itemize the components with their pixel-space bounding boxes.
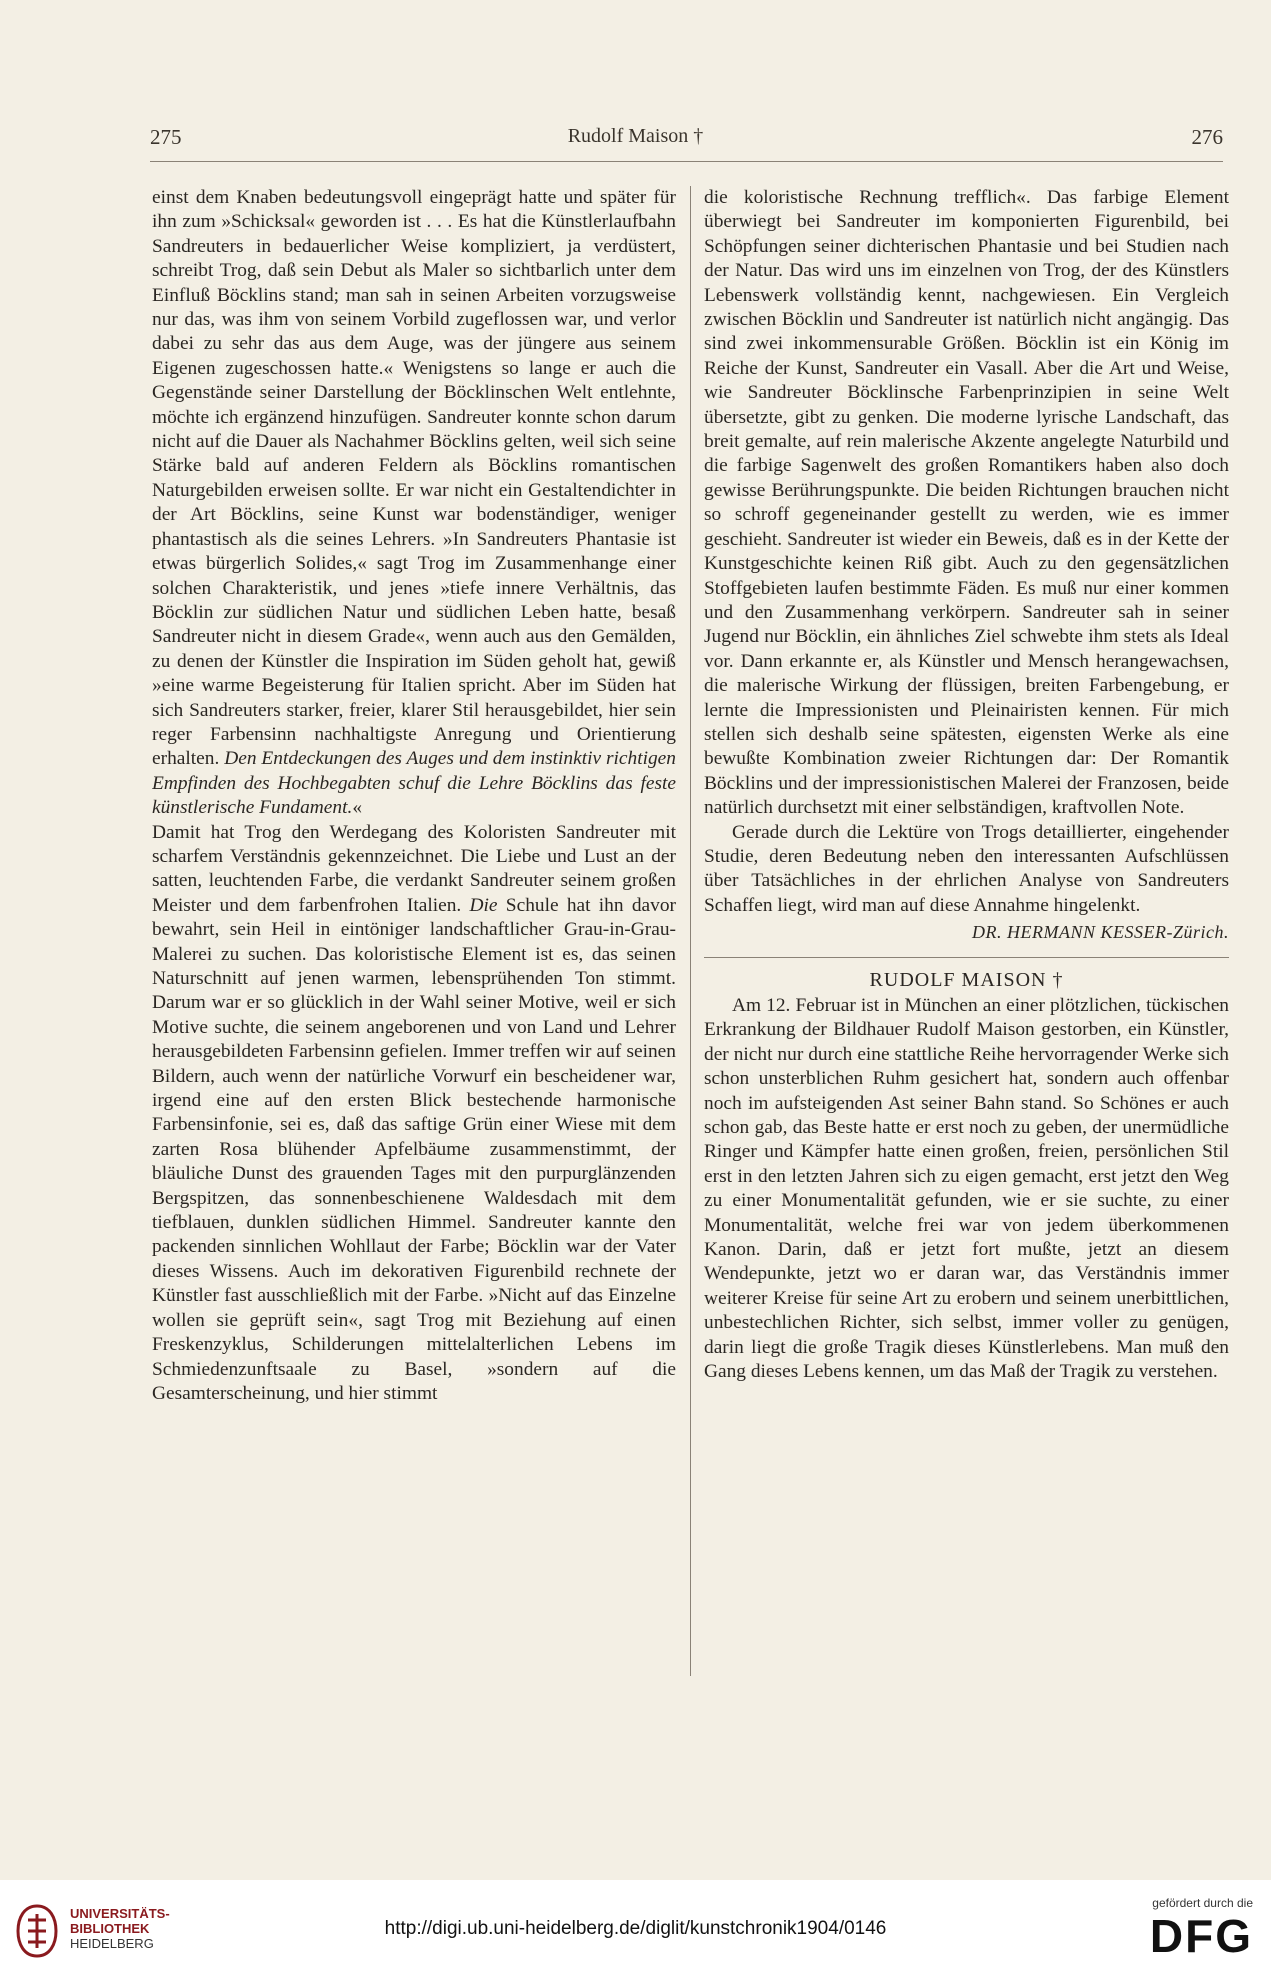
author-signature: DR. HERMANN KESSER-Zürich.	[972, 922, 1229, 943]
right-paragraph-2: Gerade durch die Lektüre von Trogs detaillierter, eingehender Studie, deren Bedeutung neben den interessanten Aufschlüssen über Tatsächliches in der ehrlichen Analyse von Sandreuters Schaffen liegt, wird man auf diese Annahme hingelenkt.	[704, 821, 1229, 916]
right-column	[704, 186, 1229, 1676]
page-number-left: 275	[150, 125, 182, 149]
right-paragraph-1: die koloristische Rechnung trefflich«. Das farbige Element überwiegt bei Sandreuter im komponierten Figurenbild, bei Schöpfungen seiner dichterischen Phantasie und bei Studien nach der Natur. Das wird uns im einzelnen von Trog, der des Künstlers Lebenswerk vollständig kennt, nachgewiesen. Ein Vergleich zwischen Böcklin und Sandreuter ist natürlich nicht angängig. Das sind zwei inkommensurable Größen. Böcklin ist ein König im Reiche der Kunst, Sandreuter ein Vasall. Aber die Art und Weise, wie Sandreuter Böcklinsche Farbenprinzipien in seine Welt übersetzte, gibt zu genken. Die moderne lyrische Landschaft, das breit gemalte, auf rein malerische Akzente angelegte Naturbild und die farbige Sagenwelt des großen Romantikers haben also doch gewisse Berührungspunkte. Die beiden Richtungen brauchen nicht so schroff gegeneinander gestellt zu werden, wie es immer geschieht. Sandreuter ist wieder ein Beweis, daß es in der Kette der Kunstgeschichte keinen Riß gibt. Auch zu den gegensätzlichen Stoffgebieten laufen bestimmte Fäden. Es muß nur einer kommen und den Zusammenhang verkörpern. Sandreuter sah in seiner Jugend nur Böcklin, ein ähnliches Ziel schwebte ihm stets als Ideal vor. Dann erkannte er, als Künstler und Mensch herangewachsen, die malerische Wirkung der flüssigen, breiten Farbengebung, er lernte die Impressionisten und Pleinairisten kennen. Für mich stellen sich deshalb seine spätesten, eigensten Werke als eine bewußte Kombination zweier Richtungen dar: Der Romantik Böcklins und der impressionistischen Malerei der Franzosen, beide natürlich durchsetzt mit einer selbständigen, kraftvollen Note.	[704, 187, 1229, 819]
section-title: RUDOLF MAISON †	[869, 968, 1064, 991]
source-url[interactable]: http://digi.ub.uni-heidelberg.de/diglit/kunstchronik1904/0146	[384, 1918, 887, 1939]
left-paragraph-2	[152, 821, 676, 1407]
left-italic-quote: Den Entdeckungen des Auges und dem instinktiv richtigen Empfinden des Hochbegabten schuf die Lehre Böcklins das feste künstlerische Fundament.	[152, 748, 676, 819]
left-column	[152, 186, 676, 1676]
left-quote-close: «	[352, 797, 363, 819]
running-title: Rudolf Maison †	[567, 125, 704, 147]
column-divider	[690, 186, 691, 1676]
left-text-1: einst dem Knaben bedeutungsvoll eingeprägt hatte und später für ihn zum »Schicksal« geworden ist . . . Es hat die Künstlerlaufbahn Sandreuters in bedauerlicher Weise kompliziert, ja verdüstert, schreibt Trog, daß sein Debut als Maler so sichtbarlich unter dem Einfluß Böcklins stand; man sah in seinen Arbeiten vorzugsweise nur das, was ihm von seinem Vorbild zugeflossen war, und verlor dabei zu sehr das aus dem Auge, was der jüngere aus seinem Eigenen zugeschossen hatte.« Wenigstens so lange er auch die Gegenstände seiner Darstellung der Böcklinschen Welt entlehnte, möchte ich ergänzend hinzufügen. Sandreuter konnte schon darum nicht auf die Dauer als Nachahmer Böcklins gelten, weil sich seine Stärke bald auf anderen Feldern als Böcklins romantischen Naturgebilden erweisen sollte. Er war nicht ein Gestaltendichter in der Art Böcklins, seine Kunst war bodenständiger, weniger phantastisch als die seines Lehrers. »In Sandreuters Phantasie ist etwas bürgerlich Solides,« sagt Trog im Zusammenhange einer solchen Charakteristik, und jenes »tiefe innere Verhältnis, das Böcklin zur südlichen Natur und südlichen Leben hatte, besaß Sandreuter nicht in diesem Grade«, wenn auch aus den Gemälden, zu denen der Künstler die Inspiration im Süden geholt hat, gewiß »eine warme Begeisterung für Italien spricht. Aber im Süden hat sich Sandreuters starker, freier, klarer Stil herausgebildet, hier sein reger Farbensinn nachhaltigste Anregung und Orientierung erhalten.	[152, 187, 676, 770]
left-text-2b: Schule hat ihn davor bewahrt, sein Heil in eintöniger landschaftlicher Grau-in-Grau-Malerei zu suchen. Das koloristische Element ist es, das seinen Naturschnitt auf jenen warmen, lebensprühenden Ton stimmt. Darum war er so glücklich in der Wahl seiner Motive, weil er sich Motive suchte, die seinem angeborenen und von Land und Lehrer herausgebildeten Farbensinn gefielen. Immer treffen wir auf seinen Bildern, auch wenn der natürliche Vorwurf ein bescheidener war, irgend eine auf den ersten Blick bestechende harmonische Farbensinfonie, sei es, daß das saftige Grün einer Wiese mit dem zarten Rosa blühender Apfelbäume zusammenstimmt, der bläuliche Dunst des grauenden Tages mit den purpurglänzenden Bergspitzen, das sonnenbeschienene Waldesdach mit dem tiefblauen, dunklen südlichen Himmel. Sandreuter kannte den packenden sinnlichen Wohllaut der Farbe; Böcklin war der Vater dieses Wissens. Auch im dekorativen Figurenbild rechnete der Künstler fast ausschließlich mit der Farbe. »Nicht auf das Einzelne wollen sie geprüft sein«, sagt Trog mit Beziehung auf einen Freskenzyklus, Schilderungen mittelalterlichen Lebens im Schmiedenzunftsaale zu Basel, »sondern auf die Gesamterscheinung, und hier stimmt	[152, 894, 676, 1404]
library-name-line3: HEIDELBERG	[70, 1936, 154, 1951]
right-paragraph-3: Am 12. Februar ist in München an einer plötzlichen, tückischen Erkrankung der Bildhauer Rudolf Maison gestorben, ein Künstler, der nicht nur durch eine stattliche Reihe hervorragender Werke sich schon unsterblichen Ruhm gesichert hat, sondern auch offenbar noch im aufsteigenden Ast seiner Bahn stand. So Schönes er auch schon gab, das Beste hatte er erst noch zu geben, der unermüdliche Ringer und Kämpfer hatte einen großen, freien, persönlichen Stil erst in den letzten Jahren sich zu eigen gemacht, erst jetzt den Weg zu einer Monumentalität gefunden, wie er sie suchte, zu einer Monumentalität, welche frei war von jedem überkommenen Kanon. Darin, daß er jetzt fort mußte, jetzt an diesem Wendepunkte, jetzt wo er daran war, das Verständnis immer weiterer Kreise für seine Art zu erobern und seinem unerbittlichen, unbestechlichen Richter, sich selbst, immer voller zu genügen, darin liegt die große Tragik dieses Künstlerlebens. Man muß den Gang dieses Lebens kennen, um das Maß der Tragik zu verstehen.	[704, 995, 1229, 1383]
dfg-logo: DFG	[1149, 1910, 1253, 1962]
section-rule	[704, 957, 1229, 958]
left-text-2a: Damit hat Trog den Werdegang des Koloristen Sandreuter mit scharfem Verständnis gekennzeichnet. Die Liebe und Lust an der satten, leuchtenden Farbe, die verdankt Sandreuter seinem großen Meister und dem farbenfrohen Italien.	[152, 821, 676, 916]
page-number-right: 276	[1191, 125, 1223, 149]
header-rule	[150, 161, 1223, 162]
left-italic-die: Die	[469, 894, 498, 916]
library-name-line1: UNIVERSITÄTS-	[70, 1906, 170, 1921]
funded-by-label: gefördert durch die	[1152, 1896, 1253, 1910]
footer-bar	[0, 1880, 1271, 1984]
left-paragraph-1	[152, 186, 676, 821]
dfg-logo-block[interactable]	[1123, 1896, 1253, 1976]
library-name-line2: BIBLIOTHEK	[70, 1921, 150, 1936]
